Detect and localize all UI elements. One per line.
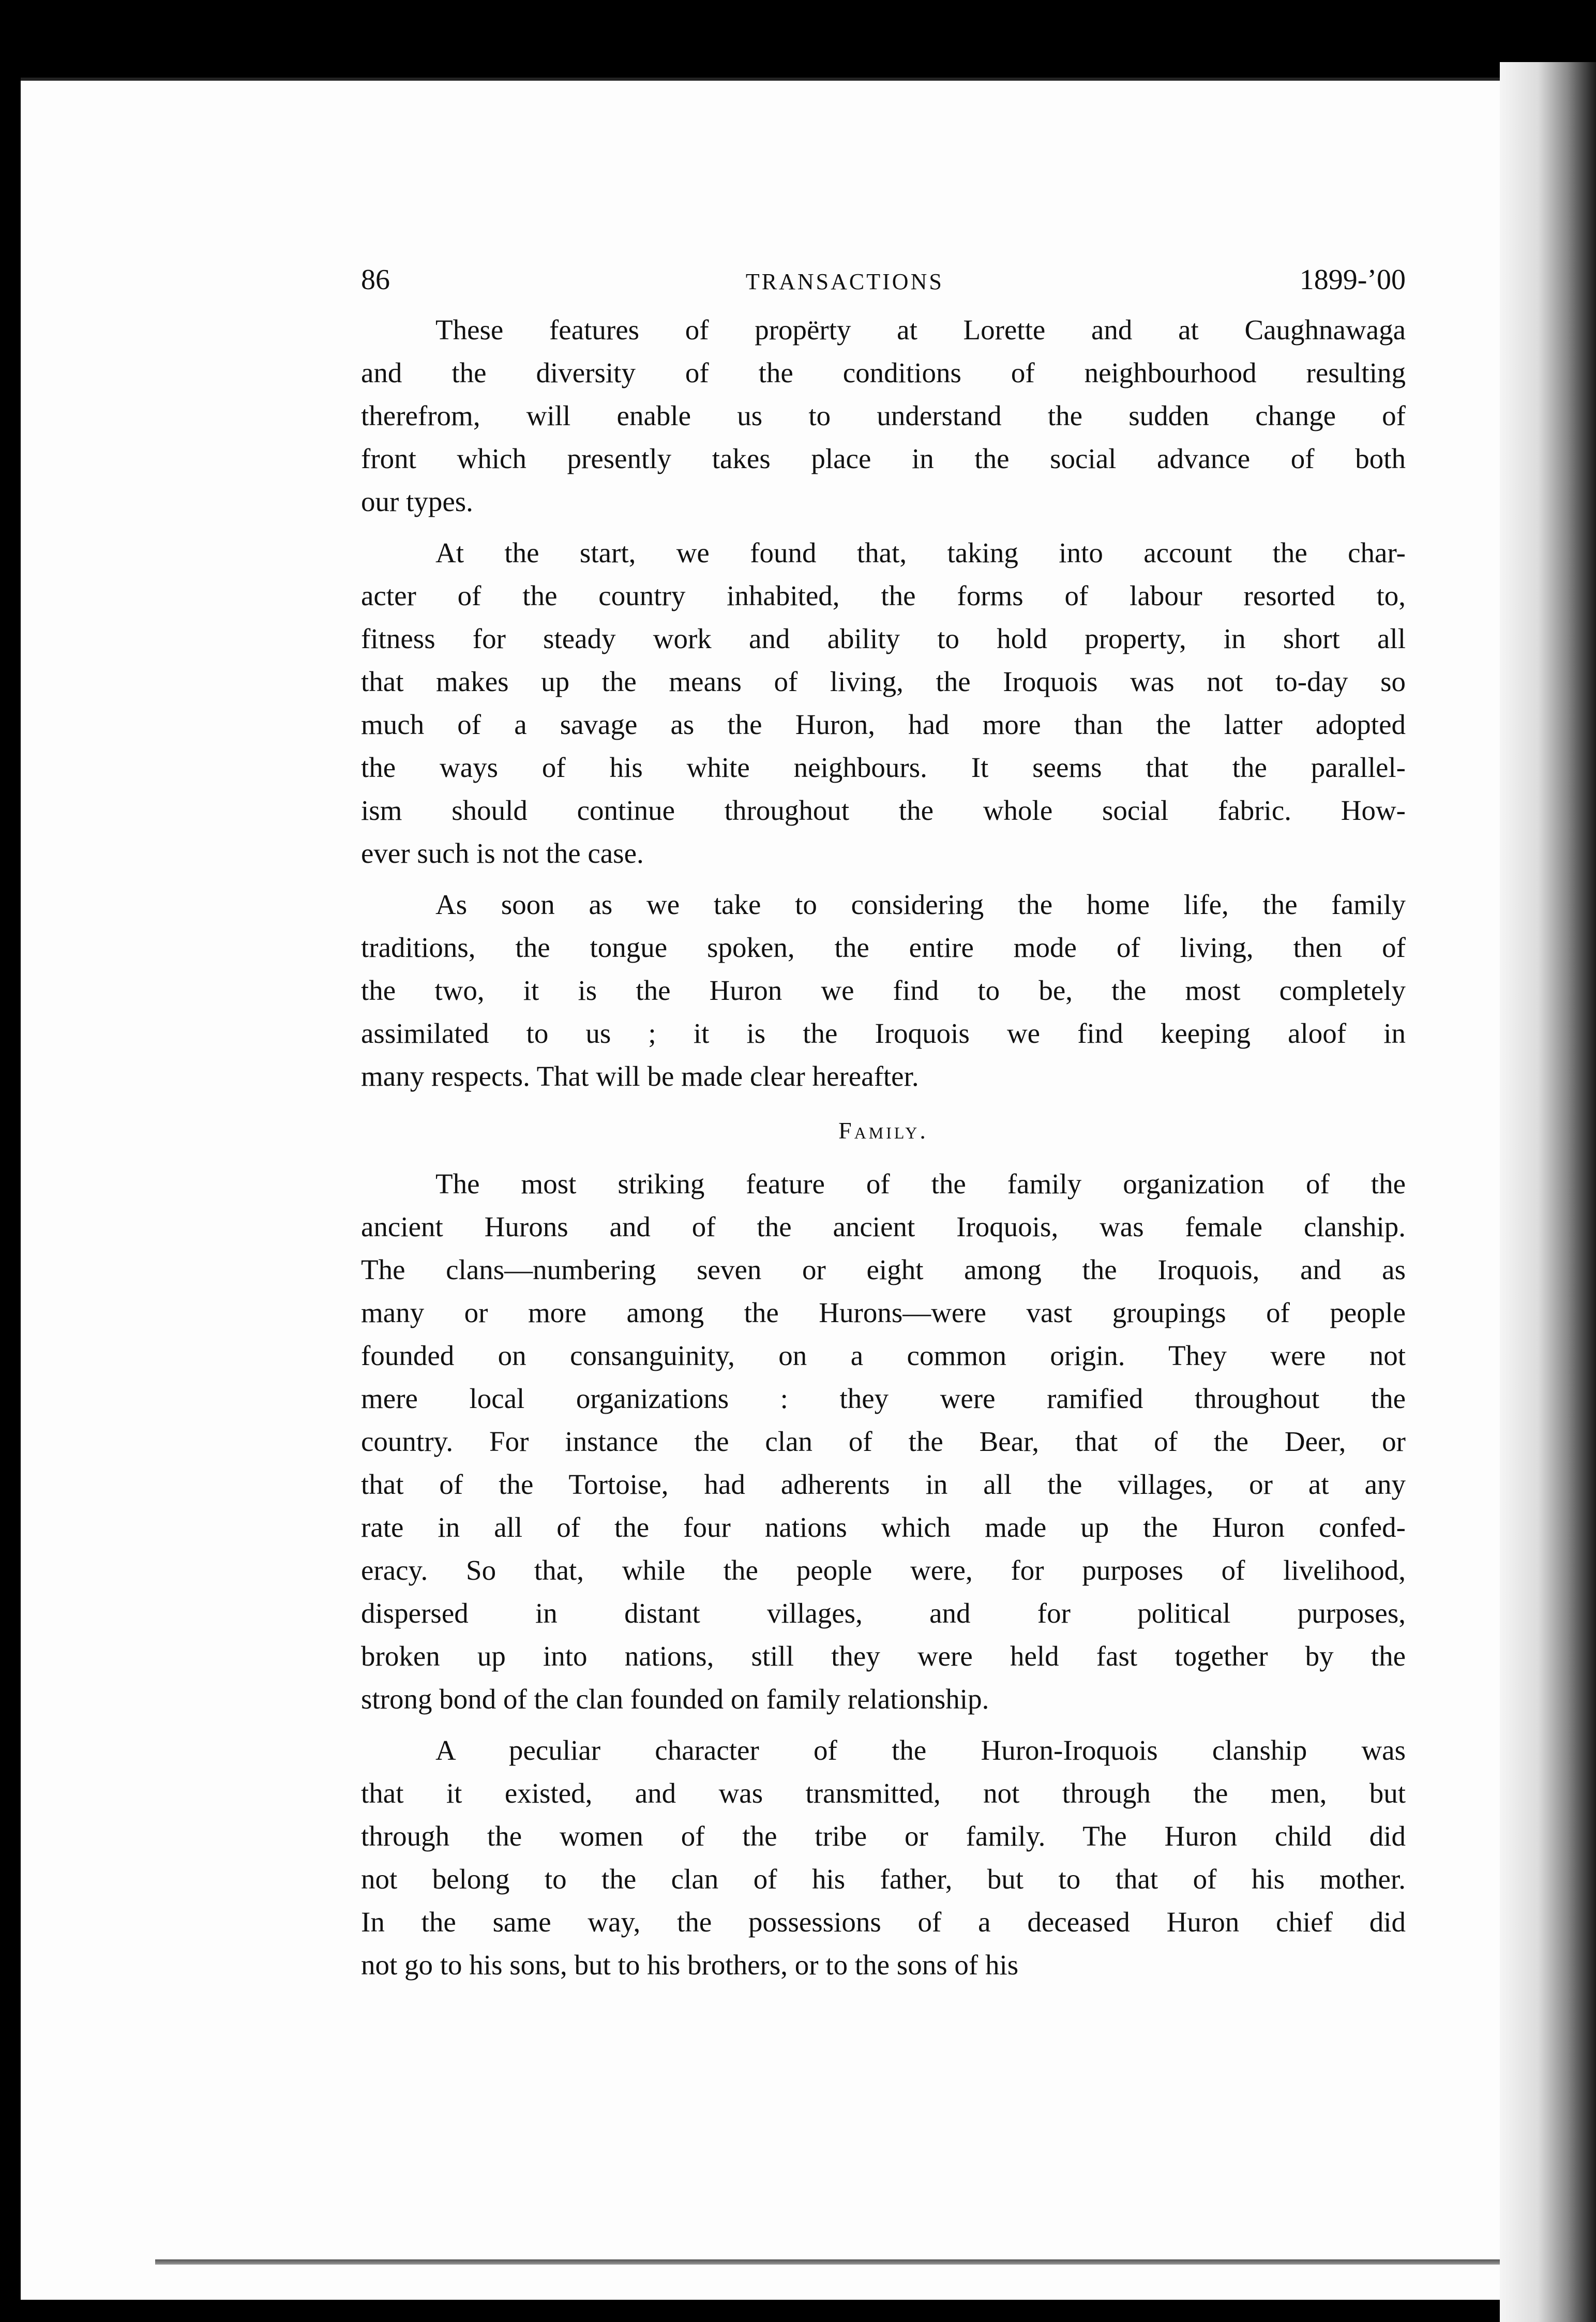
text-line: broken up into nations, still they were held fast together by the: [361, 1640, 1406, 1672]
text-line: rate in all of the four nations which made up the Huron confed-: [361, 1511, 1406, 1543]
running-head: [361, 259, 1406, 308]
paragraphs-before-heading: [361, 308, 1406, 1098]
scan-edge-shadow: [1500, 62, 1596, 2322]
text-line: front which presently takes place in the social advance of both: [361, 443, 1406, 474]
paragraph: [361, 308, 1406, 523]
text-line: dispersed in distant villages, and for political purposes,: [361, 1597, 1406, 1629]
paragraph: [361, 1162, 1406, 1720]
text-line: These features of propërty at Lorette and at Caughnawaga: [435, 314, 1406, 346]
text-line: many or more among the Hurons—were vast groupings of people: [361, 1297, 1406, 1328]
text-line: mere local organizations : they were ramified throughout the: [361, 1383, 1406, 1414]
paragraph: [361, 883, 1406, 1098]
text-line: founded on consanguinity, on a common origin. They were not: [361, 1340, 1406, 1371]
text-line: The clans—numbering seven or eight among the Iroquois, and as: [361, 1254, 1406, 1285]
section-heading: Family.: [838, 1117, 928, 1144]
paragraph: [361, 1729, 1406, 1986]
text-line: The most striking feature of the family organization of the: [435, 1168, 1406, 1200]
page-text-block: [361, 259, 1406, 1995]
text-line: ancient Hurons and of the ancient Iroquois, was female clanship.: [361, 1211, 1406, 1242]
text-line: At the start, we found that, taking into account the char-: [435, 537, 1406, 568]
bottom-edge-rule: [155, 2259, 1500, 2265]
text-line: that it existed, and was transmitted, not through the men, but: [361, 1777, 1406, 1809]
text-line: eracy. So that, while the people were, for purposes of livelihood,: [361, 1554, 1406, 1586]
text-line: and the diversity of the conditions of neighbourhood resulting: [361, 357, 1406, 388]
text-line: acter of the country inhabited, the forms of labour resorted to,: [361, 580, 1406, 611]
text-line: that of the Tortoise, had adherents in all the villages, or at any: [361, 1469, 1406, 1500]
text-line: therefrom, will enable us to understand the sudden change of: [361, 400, 1406, 431]
text-line: that makes up the means of living, the Iroquois was not to-day so: [361, 666, 1406, 697]
text-line: our types.: [361, 486, 473, 517]
text-line: the two, it is the Huron we find to be, the most completely: [361, 975, 1406, 1006]
volume-year: 1899-’00: [1299, 264, 1406, 296]
text-line: not go to his sons, but to his brothers, or to the sons of his: [361, 1949, 1019, 1981]
text-line: A peculiar character of the Huron-Iroquois clanship was: [435, 1734, 1406, 1766]
text-line: As soon as we take to considering the home life, the family: [435, 889, 1406, 920]
text-line: not belong to the clan of his father, but to that of his mother.: [361, 1863, 1406, 1895]
text-line: traditions, the tongue spoken, the entire mode of living, then of: [361, 932, 1406, 963]
text-line: through the women of the tribe or family. The Huron child did: [361, 1820, 1406, 1852]
text-line: ism should continue throughout the whole social fabric. How-: [361, 795, 1406, 826]
text-line: fitness for steady work and ability to hold property, in short all: [361, 623, 1406, 654]
text-line: many respects. That will be made clear hereafter.: [361, 1060, 919, 1092]
text-line: strong bond of the clan founded on family relationship.: [361, 1683, 989, 1715]
paragraphs-after-heading: [361, 1162, 1406, 1986]
text-line: the ways of his white neighbours. It seems that the parallel-: [361, 752, 1406, 783]
text-line: assimilated to us ; it is the Iroquois we find keeping aloof in: [361, 1017, 1406, 1049]
paragraph: [361, 531, 1406, 875]
running-title: TRANSACTIONS: [745, 269, 944, 294]
text-line: In the same way, the possessions of a deceased Huron chief did: [361, 1906, 1406, 1938]
text-line: country. For instance the clan of the Bear, that of the Deer, or: [361, 1426, 1406, 1457]
text-line: ever such is not the case.: [361, 837, 644, 869]
text-line: much of a savage as the Huron, had more than the latter adopted: [361, 709, 1406, 740]
page-number: 86: [361, 264, 390, 296]
